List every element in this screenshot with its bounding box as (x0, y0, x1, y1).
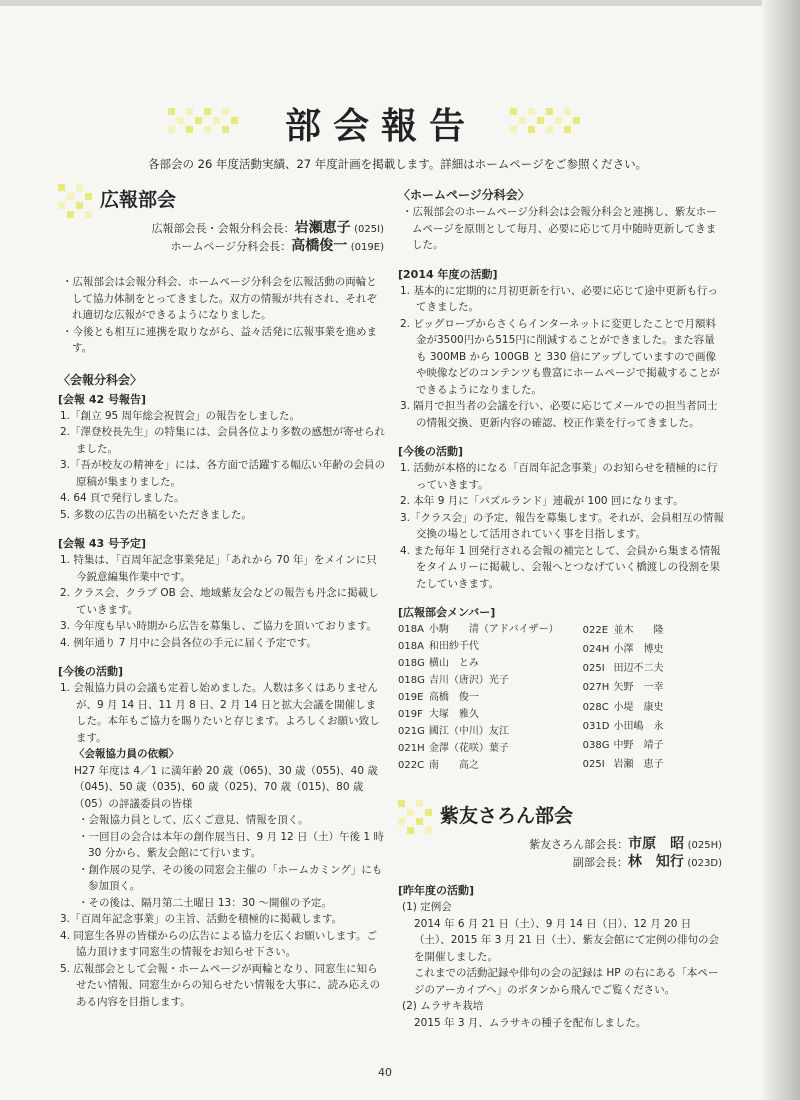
hp-activity-heading: [2014 年度の活動] (398, 267, 498, 281)
member-id: 018A (398, 641, 424, 652)
member-id: 028C (582, 701, 609, 713)
kaiho-heading: 〈会報分科会〉 (58, 372, 143, 387)
decor-square (85, 193, 92, 200)
list-item: 2. 本年 9 月に「パズルランド」連載が 100 回になります。 (400, 495, 684, 507)
decor-square (407, 818, 414, 825)
page-subtitle: 各部会の 26 年度活動実績、27 年度計画を掲載します。詳細はホームページをご参照ください。 (148, 157, 648, 171)
list-item: 2.「澤登校長先生」の特集には、会員各位より多数の感想が寄せられました。 (60, 426, 386, 455)
decor-square (58, 211, 65, 218)
list-item: 5. 広報部会として会報・ホームページが両輪となり、同窓生に知らせたい情報、同窓生からの知らせたい情報を大事に、読み応えのある内容を目指します。 (60, 962, 381, 1008)
salon-title: 紫友さろん部会 (440, 805, 574, 827)
scan-top-edge (0, 0, 800, 6)
decor-square (573, 126, 580, 133)
decor-square (510, 126, 517, 133)
decor-square (555, 108, 562, 115)
decor-square (573, 117, 580, 124)
list-item: 3. 隔月で担当者の会議を行い、必要に応じてメールでの担当者同士の情報交換、更新内容の確認、校正作業を行ってきました。 (400, 400, 718, 429)
list-item: 1. 特集は、「百周年記念事業発足」「あれから 70 年」をメインに只今鋭意編集作業中です。 (60, 554, 377, 583)
g42-heading: [会報 42 号報告] (58, 392, 147, 406)
decor-square (573, 108, 580, 115)
member-name: 小堤 康史 (613, 701, 664, 713)
decor-square (398, 827, 405, 834)
decor-square (564, 117, 571, 124)
member-row (398, 621, 563, 638)
salon-activity-heading: [昨年度の活動] (398, 884, 475, 897)
list-item: 4. 例年通り 7 月中に会員各位の手元に届く予定です。 (60, 636, 317, 649)
member-name: 國江（中川）友江 (428, 726, 509, 737)
decor-square (416, 800, 423, 807)
page-title: 部会報告 (285, 106, 478, 147)
member-row (583, 678, 668, 697)
decor-square (407, 809, 414, 816)
g43-heading: [会報 43 号予定] (58, 537, 147, 550)
officer-name: 岩瀬恵子 (294, 220, 351, 236)
list-item: 3.「百周年記念事業」の主旨、活動を積極的に掲載します。 (60, 913, 343, 925)
list-item: 3.「吾が校友の精神を」には、各方面で活躍する幅広い年齢の会員の原稿が集まりました。 (60, 459, 386, 488)
salon-item-title: (1) 定例会 (402, 901, 452, 913)
salon-item-title: (2) ムラサキ栽培 (402, 1000, 484, 1012)
salon-item-text: 2014 年 6 月 21 日（土）、9 月 14 日（日）、12 月 20 日（土）、2015 年 3 月 21 日（土）、紫友会館にて定例の俳句の会を開催しました。 (414, 917, 719, 963)
member-id: 019E (398, 692, 424, 703)
member-name: 小駒 清（アドバイザー） (428, 624, 559, 635)
decor-square (58, 193, 65, 200)
member-id: 018G (398, 658, 425, 669)
request-heading: 〈会報協力員の依頼〉 (74, 748, 179, 760)
decor-square (67, 184, 74, 191)
decor-square (546, 117, 553, 124)
kouhou-title: 広報部会 (100, 189, 177, 211)
section-icon (58, 184, 92, 218)
salon-officer-1 (398, 836, 722, 854)
decor-square (564, 126, 571, 133)
member-row (398, 638, 563, 655)
decor-square (407, 800, 414, 807)
salon-item-text: 2015 年 3 月、ムラサキの種子を配布しました。 (414, 1016, 647, 1029)
intro-paragraph: ・今後とも相互に連携を取りながら、益々活発に広報事業を進めます。 (62, 325, 377, 354)
decor-square (186, 117, 193, 124)
intro-paragraph: ・広報部会は会報分科会、ホームページ分科会を広報活動の両輪として協力体制をとってきました。双方の情報が共有され、それぞれ適切な広報ができるようになりました。 (62, 276, 377, 321)
officer-id: (023D) (687, 858, 722, 869)
member-row (398, 723, 563, 740)
list-item: 4. また毎年 1 回発行される会報の補完として、会員から集まる情報をタイムリーに掲載し、会報へとつなげていく橋渡しの役割を果たしていきます。 (400, 544, 721, 590)
officer-name: 市原 昭 (628, 836, 685, 852)
decor-square (555, 126, 562, 133)
decor-square (85, 202, 92, 209)
decor-square (398, 809, 405, 816)
members-list (398, 621, 724, 774)
member-id: 021H (398, 743, 425, 754)
title-row (0, 98, 770, 148)
request-item: ・創作展の見学、その後の同窓会主催の「ホームカミング」にも参加頂く。 (78, 863, 383, 892)
decor-square (67, 211, 74, 218)
list-item: 2. ビッグローブからさくらインターネットに変更したことで月額料金が3500円から515円に削減することができました。また容量も 300MB から 100GB と 330 倍にアップしていますので画像や映像などのコンテンツも豊富にホームページで掲載することができるようになりました。 (400, 317, 720, 396)
member-row (398, 706, 563, 723)
decor-square (204, 108, 211, 115)
member-name: 横山 とみ (428, 658, 479, 669)
members-table-left (398, 621, 563, 774)
member-row (583, 755, 668, 774)
right-column (398, 182, 724, 1031)
member-name: 並木 隆 (613, 625, 664, 637)
member-row (583, 659, 668, 678)
decor-square (204, 126, 211, 133)
member-name: 金澤（花咲）葉子 (428, 743, 509, 754)
member-row (583, 640, 668, 659)
decor-square (231, 117, 238, 124)
member-name: 高橋 俊一 (428, 692, 479, 703)
officer-id: (025H) (687, 840, 722, 851)
decor-square (564, 108, 571, 115)
member-id: 018A (398, 624, 424, 635)
decor-square (76, 184, 83, 191)
decor-square (519, 117, 526, 124)
decor-square (58, 184, 65, 191)
decor-square (213, 117, 220, 124)
decor-square (76, 211, 83, 218)
officer-name: 林 知行 (627, 854, 684, 870)
member-name: 吉川（唐沢）光子 (428, 675, 509, 686)
salon-item-text: これまでの活動記録や俳句の会の記録は HP の右にある「本ページのアーカイブへ」のボタンから飛んでご覧ください。 (414, 967, 719, 996)
decor-square (398, 818, 405, 825)
decor-square (416, 809, 423, 816)
member-name: 矢野 一幸 (613, 682, 664, 694)
member-id: 025I (582, 663, 605, 675)
decor-square (85, 184, 92, 191)
decor-square (168, 117, 175, 124)
decor-square (528, 117, 535, 124)
decor-square (177, 117, 184, 124)
member-name: 田辺不二夫 (613, 663, 664, 675)
kouhou-intro (58, 274, 386, 357)
member-id: 027H (582, 682, 610, 694)
list-item: 1. 会報協力員の会議も定着し始めました。人数は多くはありませんが、9 月 14 日、11 月 8 日、2 月 14 日と拡大会議を開催しました。本年もご協力を賜りたいと存じます。よろしくお願い致します。 (60, 682, 380, 744)
decor-square (168, 108, 175, 115)
kouhou-officer-2 (58, 238, 384, 256)
member-row (583, 698, 668, 717)
decor-square (67, 193, 74, 200)
decor-square (510, 117, 517, 124)
decor-square (213, 108, 220, 115)
member-name: 中野 靖子 (613, 739, 664, 751)
decor-square (555, 117, 562, 124)
list-item: 1. 基本的に定期的に月初更新を行い、必要に応じて途中更新も行ってきました。 (400, 284, 718, 313)
list-item: 3. 今年度も早い時期から広告を募集し、ご協力を頂いております。 (60, 620, 378, 632)
officer-role: 副部会長： (572, 856, 628, 869)
member-row (398, 740, 563, 757)
member-name: 岩瀬 恵子 (613, 758, 664, 770)
list-item: 3.「クラス会」の予定、報告を募集します。それが、会員相互の情報交換の場として活用されていく事を目指します。 (400, 511, 724, 540)
member-row (398, 757, 563, 774)
member-id: 025I (582, 758, 605, 770)
salon-officer-2 (398, 854, 722, 872)
decor-square (398, 800, 405, 807)
decor-square (425, 827, 432, 834)
list-item: 5. 多数の広告の出稿をいただきました。 (60, 508, 252, 521)
hp-intro: ・広報部会のホームページ分科会は会報分科会と連携し、紫友ホームページを原則として毎月、必要に応じて月中随時更新してきました。 (402, 206, 717, 251)
member-name: 小田嶋 永 (613, 720, 664, 732)
page-number: 40 (378, 1066, 392, 1079)
member-id: 022E (582, 625, 609, 637)
member-id: 038G (582, 739, 610, 751)
member-id: 019F (398, 709, 423, 720)
decor-square (231, 126, 238, 133)
kouhou-future-heading: [今後の活動] (58, 665, 124, 678)
member-id: 024H (582, 644, 610, 656)
decor-square (537, 108, 544, 115)
decor-square (407, 827, 414, 834)
request-item: ・一回目の会合は本年の創作展当日、9 月 12 日（土）午後 1 時 30 分から、紫友会館にて行います。 (78, 830, 384, 859)
decor-square (519, 108, 526, 115)
decor-square (222, 117, 229, 124)
decor-square (67, 202, 74, 209)
member-name: 南 高之 (428, 760, 479, 771)
members-table-right (583, 621, 668, 774)
decor-square (195, 126, 202, 133)
request-item: ・会報協力員として、広くご意見、情報を頂く。 (78, 814, 309, 826)
officer-id: (019E) (350, 242, 384, 253)
list-item: 1. 活動が本格的になる「百周年記念事業」のお知らせを積極的に行っていきます。 (400, 462, 718, 491)
hp-future-heading: [今後の活動] (398, 445, 464, 458)
list-item: 1.「創立 95 周年総会祝賀会」の報告をしました。 (60, 409, 301, 422)
decor-square (204, 117, 211, 124)
kouhou-officer-1 (58, 220, 384, 238)
decor-square (195, 117, 202, 124)
decor-square (177, 126, 184, 133)
scan-page-edge (762, 0, 800, 1100)
member-id: 018G (398, 675, 425, 686)
decor-square (537, 117, 544, 124)
member-name: 小澤 博史 (613, 644, 664, 656)
decor-square (58, 202, 65, 209)
member-id: 022C (398, 760, 425, 771)
members-heading: [広報部会メンバー] (398, 606, 496, 619)
request-item: ・その後は、隔月第二土曜日 13：30 ～開催の予定。 (78, 896, 332, 909)
list-item: 4. 同窓生各界の皆様からの広告による協力を広くお願いします。ご協力頂けます同窓生の情報をお知らせ下さい。 (60, 929, 378, 958)
member-row (583, 736, 668, 755)
member-name: 和田紗千代 (428, 641, 479, 652)
decor-square (425, 800, 432, 807)
decor-square (528, 108, 535, 115)
decor-square (425, 818, 432, 825)
decor-square (186, 108, 193, 115)
member-row (583, 717, 668, 736)
decor-square (85, 211, 92, 218)
decor-square (528, 126, 535, 133)
list-item: 4. 64 頁で発行しました。 (60, 492, 185, 504)
hp-heading: 〈ホームページ分科会〉 (398, 188, 530, 202)
salon-heading (398, 798, 724, 832)
member-row (583, 621, 668, 640)
section-icon (398, 800, 432, 834)
decor-square (222, 126, 229, 133)
decor-square (195, 108, 202, 115)
decor-square (510, 108, 517, 115)
officer-role: 広報部会長・会報分科会長： (151, 222, 295, 235)
decor-square (213, 126, 220, 133)
member-id: 021G (398, 726, 425, 737)
decor-square (546, 108, 553, 115)
member-name: 大塚 雅久 (428, 709, 479, 720)
request-text: H27 年度は 4／1 に満年齢 20 歳（065)、30 歳（055)、40 歳（045)、50 歳（035)、60 歳（025)、70 歳（015)、80 歳（05）の評議委員の皆様 (74, 764, 378, 810)
list-item: 2. クラス会、クラブ OB 会、地域紫友会などの報告も丹念に掲載していきます。 (60, 587, 379, 616)
decor-checker-left (168, 108, 238, 133)
decor-checker-right (510, 108, 580, 133)
officer-role: 紫友さろん部会長： (529, 838, 629, 851)
decor-square (76, 202, 83, 209)
member-row (398, 655, 563, 672)
decor-square (537, 126, 544, 133)
officer-id: (025I) (354, 224, 384, 235)
officer-role: ホームページ分科会長： (170, 240, 292, 253)
decor-square (416, 827, 423, 834)
decor-square (425, 809, 432, 816)
member-row (398, 689, 563, 706)
member-row (398, 672, 563, 689)
decor-square (186, 126, 193, 133)
decor-square (222, 108, 229, 115)
decor-square (546, 126, 553, 133)
officer-name: 高橋俊一 (291, 238, 348, 254)
decor-square (168, 126, 175, 133)
decor-square (519, 126, 526, 133)
kouhou-heading (58, 182, 386, 216)
decor-square (177, 108, 184, 115)
member-id: 031D (582, 720, 610, 732)
decor-square (76, 193, 83, 200)
decor-square (231, 108, 238, 115)
decor-square (416, 818, 423, 825)
left-column (58, 182, 386, 1010)
